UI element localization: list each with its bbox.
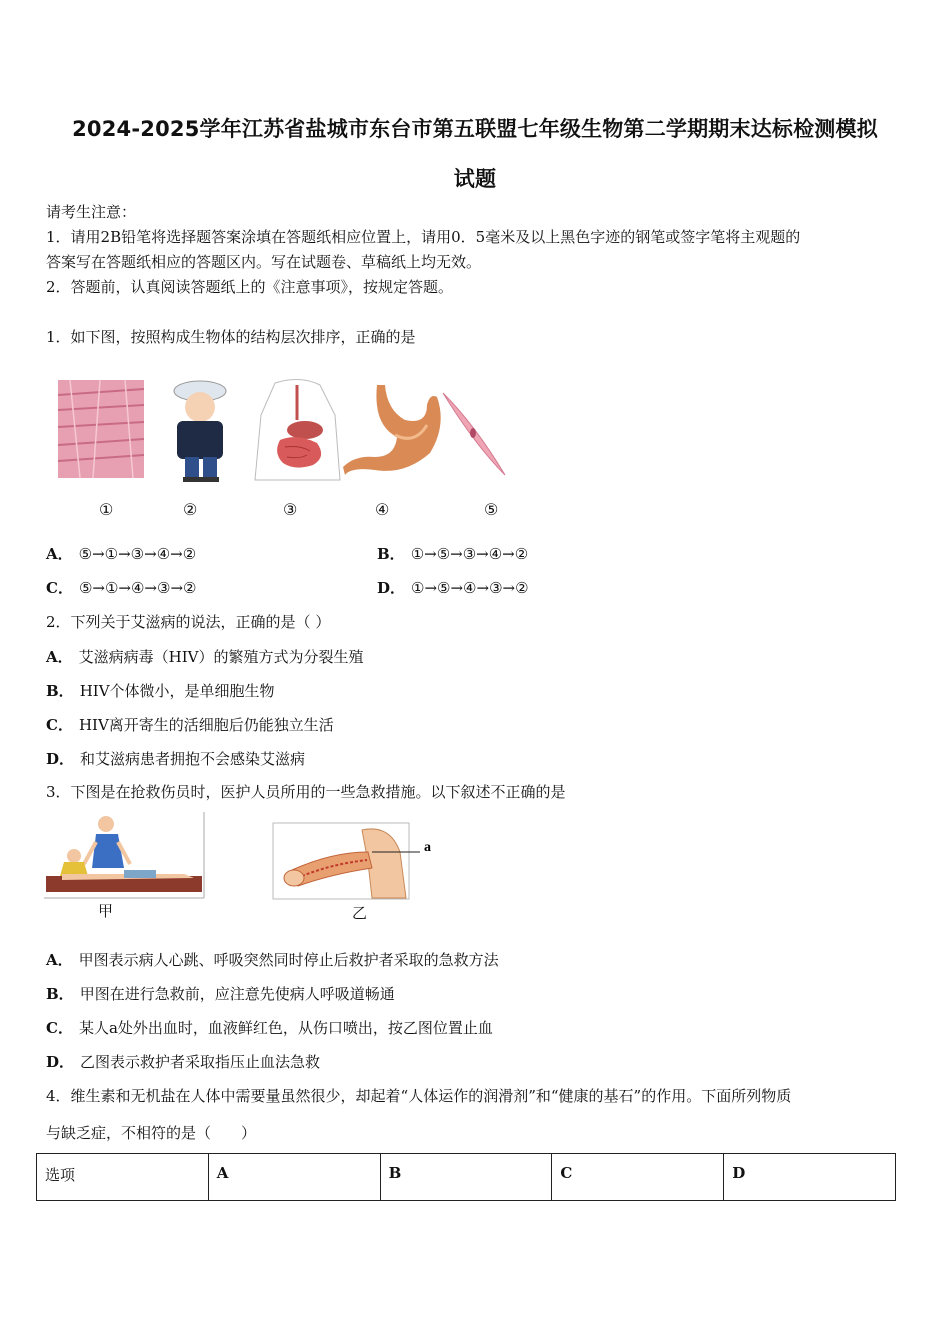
q1-label-1: ① xyxy=(99,500,114,519)
q3-option-b[interactable] xyxy=(46,983,395,1004)
stomach-image xyxy=(343,385,441,475)
q2-option-d[interactable] xyxy=(46,748,305,769)
q1-label-3: ③ xyxy=(283,500,298,519)
option-text: 艾滋病病毒（HIV）的繁殖方式为分裂生殖 xyxy=(78,648,364,666)
option-key: B． xyxy=(377,545,405,563)
option-text: ①→⑤→③→④→② xyxy=(410,545,529,563)
q1-figure xyxy=(55,375,515,485)
notice-item-1: 1．请用2B铅笔将选择题答案涂填在答题纸相应位置上，请用0．5毫米及以上黑色字迹的钢笔或签字笔将主观题的 xyxy=(46,228,801,246)
q2-stem: 2．下列关于艾滋病的说法，正确的是（ ） xyxy=(46,613,331,631)
table-header-d: D xyxy=(724,1154,896,1201)
q4-table xyxy=(36,1153,896,1201)
table-header-a: A xyxy=(208,1154,380,1201)
muscle-tissue-image xyxy=(58,380,144,478)
option-text: 甲图在进行急救前，应注意先使病人呼吸道畅通 xyxy=(79,985,395,1003)
q3-label-a: a xyxy=(424,840,431,855)
q1-option-d[interactable] xyxy=(377,577,529,598)
notice-heading: 请考生注意： xyxy=(46,203,137,221)
option-key: D． xyxy=(46,750,75,768)
q3-label-jia: 甲 xyxy=(98,902,114,920)
q1-label-2: ② xyxy=(183,500,198,519)
option-key: B． xyxy=(46,682,74,700)
q1-stem: 1．如下图，按照构成生物体的结构层次排序，正确的是 xyxy=(46,328,416,346)
table-header-option: 选项 xyxy=(37,1154,209,1201)
q1-label-4: ④ xyxy=(375,500,390,519)
baby-image xyxy=(174,381,226,482)
muscle-cell-image xyxy=(443,393,505,475)
option-key: D． xyxy=(46,1053,75,1071)
option-text: ①→⑤→④→③→② xyxy=(411,579,529,597)
digestive-system-image xyxy=(255,379,340,480)
q3-label-yi: 乙 xyxy=(352,904,368,922)
cpr-image xyxy=(44,812,206,900)
q4-stem: 4．维生素和无机盐在人体中需要量虽然很少，却起着“人体运作的润滑剂”和“健康的基石”的作用。下面所列物质 xyxy=(46,1087,792,1105)
arm-pressure-image xyxy=(272,822,442,902)
q3-option-a[interactable] xyxy=(46,949,499,970)
q3-stem: 3．下图是在抢救伤员时，医护人员所用的一些急救措施。以下叙述不正确的是 xyxy=(46,783,566,801)
table-row xyxy=(37,1154,896,1201)
option-key: B． xyxy=(46,985,74,1003)
option-key: A． xyxy=(46,545,73,563)
notice-item-1-cont: 答案写在答题纸相应的答题区内。写在试题卷、草稿纸上均无效。 xyxy=(46,253,482,271)
option-key: D． xyxy=(377,579,406,597)
option-text: HIV离开寄生的活细胞后仍能独立生活 xyxy=(78,716,334,734)
q2-option-a[interactable] xyxy=(46,646,363,667)
option-key: C． xyxy=(46,716,73,734)
table-header-c: C xyxy=(552,1154,724,1201)
q2-option-b[interactable] xyxy=(46,680,275,701)
q1-label-5: ⑤ xyxy=(484,500,499,519)
option-text: HIV个体微小，是单细胞生物 xyxy=(79,682,275,700)
option-key: C． xyxy=(46,1019,73,1037)
option-text: 甲图表示病人心跳、呼吸突然同时停止后救护者采取的急救方法 xyxy=(78,951,499,969)
q1-option-c[interactable] xyxy=(46,577,196,598)
option-text: 乙图表示救护者采取指压止血法急救 xyxy=(80,1053,321,1071)
q3-option-d[interactable] xyxy=(46,1051,320,1072)
q3-figure-yi xyxy=(272,822,442,902)
option-key: A． xyxy=(46,951,73,969)
option-key: C． xyxy=(46,579,73,597)
option-text: 某人a处外出血时，血液鲜红色，从伤口喷出，按乙图位置止血 xyxy=(78,1019,493,1037)
table-header-b: B xyxy=(380,1154,552,1201)
option-text: ⑤→①→④→③→② xyxy=(78,579,197,597)
page-title-line2: 试题 xyxy=(453,167,497,191)
option-text: 和艾滋病患者拥抱不会感染艾滋病 xyxy=(80,750,306,768)
q3-option-c[interactable] xyxy=(46,1017,493,1038)
page-title: 2024-2025学年江苏省盐城市东台市第五联盟七年级生物第二学期期末达标检测模拟 xyxy=(72,117,878,141)
q1-figure-svg xyxy=(55,375,515,485)
q2-option-c[interactable] xyxy=(46,714,334,735)
option-text: ⑤→①→③→④→② xyxy=(78,545,197,563)
q1-option-b[interactable] xyxy=(377,543,528,564)
notice-item-2: 2．答题前，认真阅读答题纸上的《注意事项》，按规定答题。 xyxy=(46,278,454,296)
q1-option-a[interactable] xyxy=(46,543,196,564)
q4-stem-cont: 与缺乏症，不相符的是（ ） xyxy=(46,1124,257,1142)
q3-figure-jia xyxy=(44,812,206,900)
option-key: A． xyxy=(46,648,73,666)
